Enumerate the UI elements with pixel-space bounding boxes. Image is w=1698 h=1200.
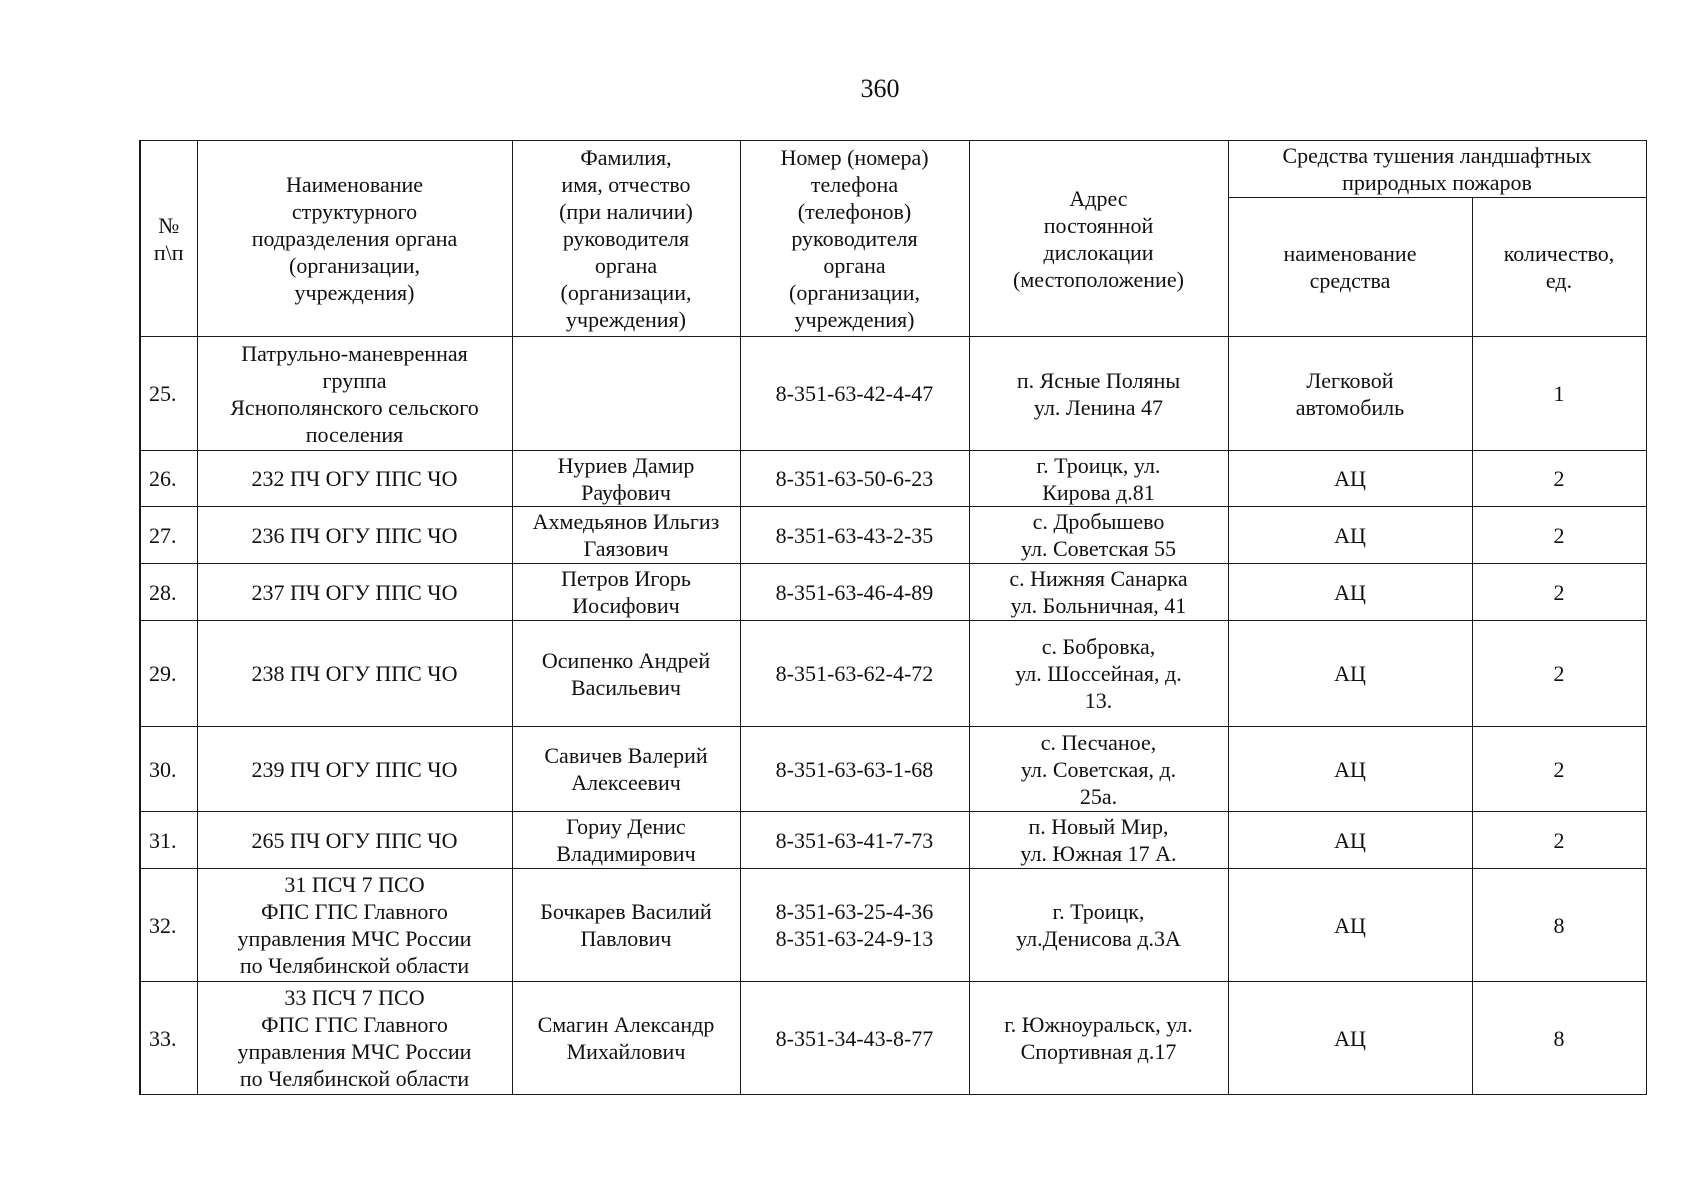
row-quantity: 2 <box>1472 621 1646 727</box>
row-head: Смагин Александр Михайлович <box>512 982 740 1095</box>
row-means: АЦ <box>1228 621 1472 727</box>
table-row <box>140 451 1646 507</box>
row-unit: 239 ПЧ ОГУ ППС ЧО <box>197 727 512 812</box>
row-means: Легковой автомобиль <box>1228 337 1472 451</box>
table-body <box>140 337 1646 1095</box>
table-row <box>140 337 1646 451</box>
header-means-quantity: количество, ед. <box>1472 198 1646 337</box>
row-number: 32. <box>140 869 197 982</box>
row-unit: Патрульно-маневренная группа Яснополянского сельского поселения <box>197 337 512 451</box>
row-head <box>512 337 740 451</box>
header-means-group: Средства тушения ландшафтных природных пожаров <box>1228 141 1646 198</box>
fire-units-table <box>139 140 1647 1095</box>
row-address: г. Троицк, ул.Денисова д.3А <box>969 869 1228 982</box>
header-head-name: Фамилия, имя, отчество (при наличии) руководителя органа (организации, учреждения) <box>512 141 740 337</box>
row-quantity: 2 <box>1472 727 1646 812</box>
row-phone: 8-351-63-63-1-68 <box>740 727 969 812</box>
row-head: Осипенко Андрей Васильевич <box>512 621 740 727</box>
row-number: 30. <box>140 727 197 812</box>
row-address: с. Дробышево ул. Советская 55 <box>969 507 1228 564</box>
row-number: 33. <box>140 982 197 1095</box>
row-number: 27. <box>140 507 197 564</box>
header-number: № п\п <box>140 141 197 337</box>
row-head: Гориу Денис Владимирович <box>512 812 740 869</box>
row-quantity: 2 <box>1472 507 1646 564</box>
row-means: АЦ <box>1228 451 1472 507</box>
row-unit: 33 ПСЧ 7 ПСО ФПС ГПС Главного управления МЧС России по Челябинской области <box>197 982 512 1095</box>
page-number: 360 <box>860 74 900 103</box>
row-quantity: 2 <box>1472 451 1646 507</box>
table-row <box>140 869 1646 982</box>
row-phone: 8-351-63-46-4-89 <box>740 564 969 621</box>
table-row <box>140 727 1646 812</box>
row-address: с. Песчаное, ул. Советская, д. 25а. <box>969 727 1228 812</box>
row-address: с. Бобровка, ул. Шоссейная, д. 13. <box>969 621 1228 727</box>
row-quantity: 8 <box>1472 869 1646 982</box>
row-number: 31. <box>140 812 197 869</box>
table-row <box>140 621 1646 727</box>
header-phone: Номер (номера) телефона (телефонов) руководителя органа (организации, учреждения) <box>740 141 969 337</box>
row-head: Бочкарев Василий Павлович <box>512 869 740 982</box>
row-phone: 8-351-63-50-6-23 <box>740 451 969 507</box>
row-head: Савичев Валерий Алексеевич <box>512 727 740 812</box>
row-phone: 8-351-63-42-4-47 <box>740 337 969 451</box>
table-row <box>140 812 1646 869</box>
row-phone: 8-351-63-41-7-73 <box>740 812 969 869</box>
row-unit: 265 ПЧ ОГУ ППС ЧО <box>197 812 512 869</box>
row-quantity: 2 <box>1472 812 1646 869</box>
row-unit: 237 ПЧ ОГУ ППС ЧО <box>197 564 512 621</box>
row-number: 25. <box>140 337 197 451</box>
row-means: АЦ <box>1228 869 1472 982</box>
header-unit-name: Наименование структурного подразделения органа (организации, учреждения) <box>197 141 512 337</box>
table-row <box>140 564 1646 621</box>
row-means: АЦ <box>1228 507 1472 564</box>
row-unit: 31 ПСЧ 7 ПСО ФПС ГПС Главного управления МЧС России по Челябинской области <box>197 869 512 982</box>
row-head: Ахмедьянов Ильгиз Гаязович <box>512 507 740 564</box>
row-number: 28. <box>140 564 197 621</box>
row-unit: 236 ПЧ ОГУ ППС ЧО <box>197 507 512 564</box>
table-row <box>140 982 1646 1095</box>
row-phone: 8-351-34-43-8-77 <box>740 982 969 1095</box>
row-address: г. Троицк, ул. Кирова д.81 <box>969 451 1228 507</box>
table-row <box>140 507 1646 564</box>
row-head: Петров Игорь Иосифович <box>512 564 740 621</box>
table-header <box>140 141 1646 337</box>
row-means: АЦ <box>1228 564 1472 621</box>
row-quantity: 2 <box>1472 564 1646 621</box>
row-address: п. Новый Мир, ул. Южная 17 А. <box>969 812 1228 869</box>
row-address: с. Нижняя Санарка ул. Больничная, 41 <box>969 564 1228 621</box>
row-phone: 8-351-63-43-2-35 <box>740 507 969 564</box>
row-unit: 232 ПЧ ОГУ ППС ЧО <box>197 451 512 507</box>
row-means: АЦ <box>1228 982 1472 1095</box>
row-unit: 238 ПЧ ОГУ ППС ЧО <box>197 621 512 727</box>
row-number: 26. <box>140 451 197 507</box>
header-means-name: наименование средства <box>1228 198 1472 337</box>
row-address: г. Южноуральск, ул. Спортивная д.17 <box>969 982 1228 1095</box>
row-phone: 8-351-63-25-4-36 8-351-63-24-9-13 <box>740 869 969 982</box>
row-means: АЦ <box>1228 812 1472 869</box>
row-number: 29. <box>140 621 197 727</box>
row-quantity: 1 <box>1472 337 1646 451</box>
row-phone: 8-351-63-62-4-72 <box>740 621 969 727</box>
row-address: п. Ясные Поляны ул. Ленина 47 <box>969 337 1228 451</box>
header-address: Адрес постоянной дислокации (местоположение) <box>969 141 1228 337</box>
row-means: АЦ <box>1228 727 1472 812</box>
row-quantity: 8 <box>1472 982 1646 1095</box>
row-head: Нуриев Дамир Рауфович <box>512 451 740 507</box>
